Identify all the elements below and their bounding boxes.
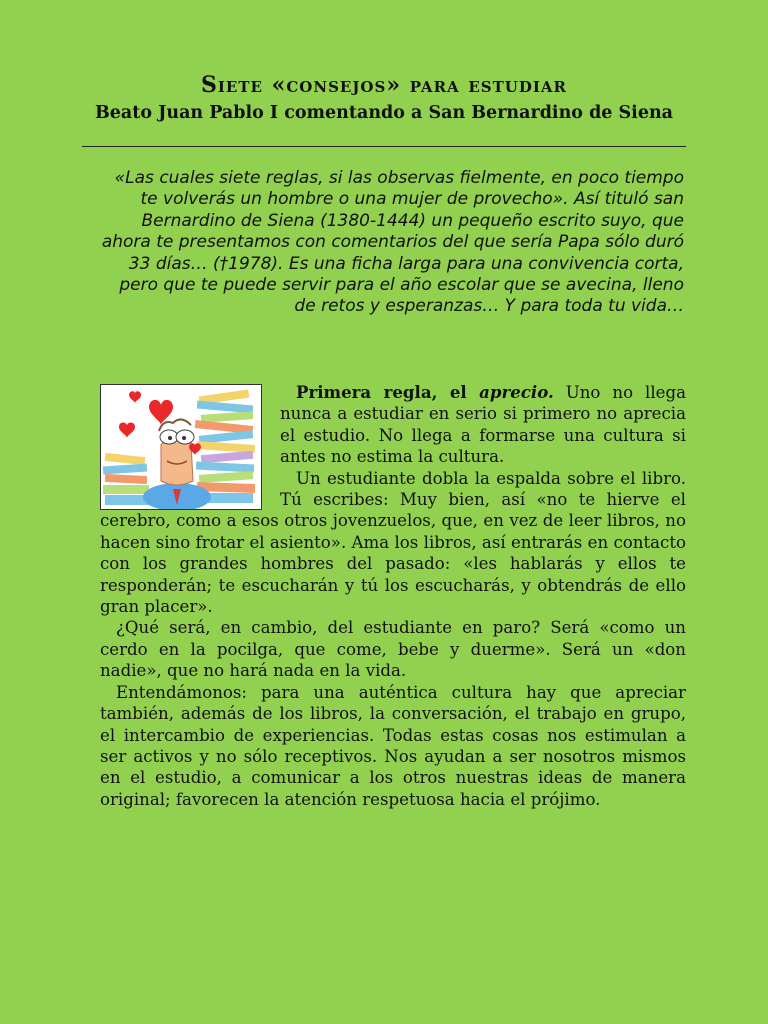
- book-stack-left: [103, 453, 149, 505]
- document-header: [82, 70, 686, 124]
- page-title: Siete «consejos» para estudiar: [201, 72, 567, 98]
- paragraph-four: Entendámonos: para una auténtica cultura hay que apreciar también, además de los libros, la conversación, el trabajo en grupo, el intercambio de experiencias. Todas estas cosas nos estimulan a ser activos y no sólo receptivos. Nos ayudan a ser nosotros mismos en el estudio, a comunicar a los otros nuestras ideas de manera original; favorecen la atención respetuosa hacia el prójimo.: [100, 682, 686, 809]
- rule-one-emphasis: aprecio.: [479, 382, 554, 402]
- body-text: [100, 382, 686, 810]
- header-divider: [82, 146, 686, 147]
- book-stack-right: [195, 390, 255, 503]
- rule-one-text: Uno no llega nunca a estudiar en serio si primero no aprecia el estudio. No llega a formarse una cultura si antes no estima la cultura.: [280, 383, 686, 467]
- paragraph-two: Un estudiante dobla la espalda sobre el libro. Tú escribes: Muy bien, así «no te hierve el cerebro, como a esos otros jovenzuelos, que, en vez de leer libros, no hacen sino frotar el asiento». Ama los libros, así entrarás en contacto con los grandes hombres del pasado: «les hablarás y ellos te responderán; te escucharán y tú los escucharás, y obtendrás de ello gran placer».: [100, 468, 686, 617]
- rule-one-label: Primera regla, el: [296, 382, 480, 402]
- student-books-hearts-icon: [100, 384, 262, 510]
- intro-paragraph: «Las cuales siete reglas, si las observas fielmente, en poco tiempo te volverás un hombre o una mujer de provecho». Así tituló san Bernardino de Siena (1380-1444) un pequeño escrito suyo, que ahora te presentamos con comentarios del que sería Papa sólo duró 33 días… (†1978). Es una ficha larga para una convivencia corta, pero que te puede servir para el año escolar que se avecina, lleno de retos y esperanzas… Y para toda tu vida…: [101, 168, 684, 317]
- paragraph-three: ¿Qué será, en cambio, del estudiante en paro? Será «como un cerdo en la pocilga, que come, bebe y duerme». Será un «don nadie», que no hará nada en la vida.: [100, 618, 686, 681]
- page-subtitle: Beato Juan Pablo I comentando a San Bernardino de Siena: [94, 103, 674, 123]
- illustration-svg: [101, 385, 261, 509]
